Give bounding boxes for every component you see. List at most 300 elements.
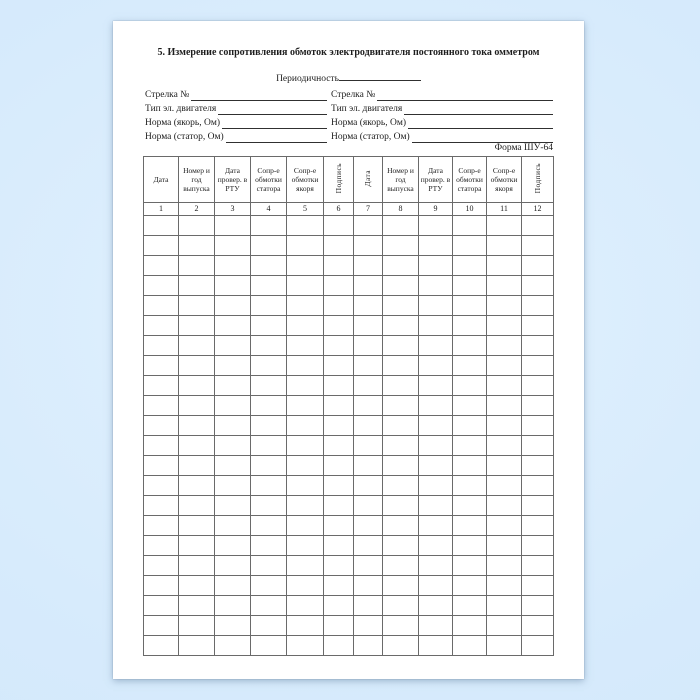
empty-cell xyxy=(522,256,554,276)
table-row xyxy=(144,516,554,536)
empty-cell xyxy=(383,276,419,296)
empty-cell xyxy=(324,496,354,516)
empty-cell xyxy=(144,396,179,416)
column-number: 1 xyxy=(144,203,179,216)
vertical-header-text: Дата xyxy=(363,170,373,187)
empty-cell xyxy=(287,596,324,616)
table-row xyxy=(144,596,554,616)
empty-cell xyxy=(419,496,453,516)
empty-cell xyxy=(251,476,287,496)
empty-cell xyxy=(419,616,453,636)
empty-cell xyxy=(354,296,383,316)
empty-cell xyxy=(251,616,287,636)
empty-cell xyxy=(354,276,383,296)
empty-cell xyxy=(179,556,215,576)
field-left-0 xyxy=(145,89,327,101)
field-blank xyxy=(218,103,327,115)
empty-cell xyxy=(419,596,453,616)
empty-cell xyxy=(487,236,522,256)
table-row xyxy=(144,536,554,556)
empty-cell xyxy=(215,516,251,536)
column-header xyxy=(354,157,383,203)
form-code-row xyxy=(143,143,553,155)
empty-cell xyxy=(419,356,453,376)
empty-cell xyxy=(487,316,522,336)
empty-cell xyxy=(453,316,487,336)
empty-cell xyxy=(383,616,419,636)
empty-cell xyxy=(144,636,179,656)
empty-cell xyxy=(522,616,554,636)
empty-cell xyxy=(251,336,287,356)
empty-cell xyxy=(383,596,419,616)
field-right-3 xyxy=(331,131,553,143)
field-label: Норма (якорь, Ом) xyxy=(331,118,407,128)
empty-cell xyxy=(453,236,487,256)
table-row xyxy=(144,476,554,496)
column-number: 5 xyxy=(287,203,324,216)
periodicity-blank xyxy=(339,70,421,81)
empty-cell xyxy=(215,456,251,476)
field-blank xyxy=(377,89,553,101)
field-row xyxy=(145,101,553,115)
empty-cell xyxy=(179,616,215,636)
empty-cell xyxy=(522,396,554,416)
empty-cell xyxy=(324,376,354,396)
table-row xyxy=(144,576,554,596)
empty-cell xyxy=(354,636,383,656)
empty-cell xyxy=(324,356,354,376)
column-header: Дата провер. в РТУ xyxy=(215,157,251,203)
empty-cell xyxy=(354,416,383,436)
field-label: Тип эл. двигателя xyxy=(331,104,403,114)
empty-cell xyxy=(354,536,383,556)
empty-cell xyxy=(144,336,179,356)
empty-cell xyxy=(419,556,453,576)
empty-cell xyxy=(354,256,383,276)
empty-cell xyxy=(383,436,419,456)
field-label: Норма (якорь, Ом) xyxy=(145,118,221,128)
empty-cell xyxy=(287,636,324,656)
empty-cell xyxy=(179,456,215,476)
empty-cell xyxy=(487,276,522,296)
table-row xyxy=(144,556,554,576)
empty-cell xyxy=(179,336,215,356)
column-header: Номер и год выпуска xyxy=(179,157,215,203)
empty-cell xyxy=(453,216,487,236)
empty-cell xyxy=(354,496,383,516)
empty-cell xyxy=(487,496,522,516)
table-row xyxy=(144,276,554,296)
empty-cell xyxy=(453,496,487,516)
column-header: Сопр-е обмотки якоря xyxy=(287,157,324,203)
empty-cell xyxy=(144,476,179,496)
column-header: Сопр-е обмотки якоря xyxy=(487,157,522,203)
table-row xyxy=(144,396,554,416)
empty-cell xyxy=(215,636,251,656)
empty-cell xyxy=(383,396,419,416)
field-blank xyxy=(222,117,327,129)
field-right-2 xyxy=(331,117,553,129)
empty-cell xyxy=(144,356,179,376)
empty-cell xyxy=(215,256,251,276)
column-number: 10 xyxy=(453,203,487,216)
empty-cell xyxy=(144,216,179,236)
empty-cell xyxy=(419,376,453,396)
empty-cell xyxy=(487,536,522,556)
empty-cell xyxy=(453,536,487,556)
page-title: 5. Измерение сопротивления обмоток электродвигателя постоянного тока омметром xyxy=(157,47,540,58)
empty-cell xyxy=(354,516,383,536)
empty-cell xyxy=(522,436,554,456)
empty-cell xyxy=(487,376,522,396)
empty-cell xyxy=(144,316,179,336)
empty-cell xyxy=(354,576,383,596)
empty-cell xyxy=(453,296,487,316)
empty-cell xyxy=(287,236,324,256)
empty-cell xyxy=(383,216,419,236)
empty-cell xyxy=(287,576,324,596)
empty-cell xyxy=(419,436,453,456)
empty-cell xyxy=(215,596,251,616)
empty-cell xyxy=(522,216,554,236)
empty-cell xyxy=(324,436,354,456)
empty-cell xyxy=(383,516,419,536)
empty-cell xyxy=(287,616,324,636)
empty-cell xyxy=(383,416,419,436)
empty-cell xyxy=(419,576,453,596)
empty-cell xyxy=(453,436,487,456)
table-row xyxy=(144,256,554,276)
empty-cell xyxy=(324,336,354,356)
empty-cell xyxy=(144,416,179,436)
empty-cell xyxy=(287,376,324,396)
column-number: 6 xyxy=(324,203,354,216)
empty-cell xyxy=(287,496,324,516)
empty-cell xyxy=(419,396,453,416)
empty-cell xyxy=(453,636,487,656)
empty-cell xyxy=(383,576,419,596)
empty-cell xyxy=(453,576,487,596)
empty-cell xyxy=(144,556,179,576)
empty-cell xyxy=(487,476,522,496)
column-number: 8 xyxy=(383,203,419,216)
empty-cell xyxy=(215,416,251,436)
empty-cell xyxy=(251,496,287,516)
empty-cell xyxy=(144,596,179,616)
empty-cell xyxy=(215,336,251,356)
empty-cell xyxy=(383,296,419,316)
field-right-0 xyxy=(331,89,553,101)
empty-cell xyxy=(522,376,554,396)
table-row xyxy=(144,336,554,356)
empty-cell xyxy=(522,276,554,296)
empty-cell xyxy=(179,536,215,556)
empty-cell xyxy=(487,636,522,656)
column-number: 2 xyxy=(179,203,215,216)
empty-cell xyxy=(179,396,215,416)
empty-cell xyxy=(522,456,554,476)
empty-cell xyxy=(419,316,453,336)
empty-cell xyxy=(324,276,354,296)
empty-cell xyxy=(453,416,487,436)
empty-cell xyxy=(287,476,324,496)
column-header xyxy=(324,157,354,203)
empty-cell xyxy=(287,456,324,476)
empty-cell xyxy=(287,336,324,356)
empty-cell xyxy=(251,296,287,316)
empty-cell xyxy=(144,616,179,636)
empty-cell xyxy=(522,416,554,436)
field-left-3 xyxy=(145,131,327,143)
empty-cell xyxy=(354,236,383,256)
empty-cell xyxy=(324,216,354,236)
empty-cell xyxy=(419,516,453,536)
table-row xyxy=(144,296,554,316)
empty-cell xyxy=(487,216,522,236)
empty-cell xyxy=(354,396,383,416)
empty-cell xyxy=(251,596,287,616)
periodicity-label: Периодичность xyxy=(276,74,339,84)
field-label: Стрелка № xyxy=(331,90,376,100)
field-label: Стрелка № xyxy=(145,90,190,100)
column-number: 11 xyxy=(487,203,522,216)
empty-cell xyxy=(419,296,453,316)
empty-cell xyxy=(215,576,251,596)
empty-cell xyxy=(251,416,287,436)
empty-cell xyxy=(215,396,251,416)
empty-cell xyxy=(487,416,522,436)
empty-cell xyxy=(453,456,487,476)
empty-cell xyxy=(419,536,453,556)
empty-cell xyxy=(453,256,487,276)
empty-cell xyxy=(179,636,215,656)
column-number: 9 xyxy=(419,203,453,216)
empty-cell xyxy=(251,456,287,476)
table-row xyxy=(144,216,554,236)
empty-cell xyxy=(251,396,287,416)
empty-cell xyxy=(215,376,251,396)
table-row xyxy=(144,616,554,636)
table-row xyxy=(144,496,554,516)
vertical-header-text: Подпись xyxy=(333,163,343,194)
empty-cell xyxy=(215,276,251,296)
empty-cell xyxy=(453,356,487,376)
empty-cell xyxy=(522,316,554,336)
empty-cell xyxy=(419,236,453,256)
empty-cell xyxy=(324,516,354,536)
table-row xyxy=(144,416,554,436)
empty-cell xyxy=(215,316,251,336)
empty-cell xyxy=(383,536,419,556)
empty-cell xyxy=(383,316,419,336)
field-left-2 xyxy=(145,117,327,129)
empty-cell xyxy=(287,256,324,276)
empty-cell xyxy=(324,576,354,596)
empty-cell xyxy=(324,616,354,636)
empty-cell xyxy=(522,356,554,376)
table-header-row xyxy=(144,157,554,203)
empty-cell xyxy=(251,316,287,336)
empty-cell xyxy=(324,416,354,436)
empty-cell xyxy=(354,456,383,476)
empty-cell xyxy=(287,396,324,416)
empty-cell xyxy=(251,256,287,276)
empty-cell xyxy=(287,416,324,436)
empty-cell xyxy=(179,356,215,376)
empty-cell xyxy=(324,636,354,656)
empty-cell xyxy=(487,576,522,596)
empty-cell xyxy=(383,476,419,496)
field-label: Норма (статор, Ом) xyxy=(331,132,410,142)
empty-cell xyxy=(383,456,419,476)
field-blank xyxy=(191,89,327,101)
column-header: Номер и год выпуска xyxy=(383,157,419,203)
form-code-label: Форма ШУ-64 xyxy=(494,143,553,153)
empty-cell xyxy=(522,236,554,256)
empty-cell xyxy=(251,516,287,536)
empty-cell xyxy=(383,336,419,356)
empty-cell xyxy=(487,616,522,636)
empty-cell xyxy=(522,516,554,536)
table-row xyxy=(144,456,554,476)
table-row xyxy=(144,636,554,656)
empty-cell xyxy=(179,436,215,456)
empty-cell xyxy=(419,636,453,656)
field-left-1 xyxy=(145,103,327,115)
empty-cell xyxy=(522,496,554,516)
empty-cell xyxy=(354,216,383,236)
empty-cell xyxy=(522,296,554,316)
empty-cell xyxy=(144,276,179,296)
empty-cell xyxy=(522,556,554,576)
vertical-header-text: Подпись xyxy=(532,163,542,194)
column-header: Сопр-е обмотки статора xyxy=(251,157,287,203)
fields-block xyxy=(145,87,553,143)
empty-cell xyxy=(287,516,324,536)
empty-cell xyxy=(287,436,324,456)
empty-cell xyxy=(179,496,215,516)
empty-cell xyxy=(453,616,487,636)
empty-cell xyxy=(354,476,383,496)
empty-cell xyxy=(144,536,179,556)
empty-cell xyxy=(453,516,487,536)
empty-cell xyxy=(251,536,287,556)
column-header: Сопр-е обмотки статора xyxy=(453,157,487,203)
empty-cell xyxy=(287,356,324,376)
empty-cell xyxy=(144,256,179,276)
column-number: 12 xyxy=(522,203,554,216)
empty-cell xyxy=(179,596,215,616)
empty-cell xyxy=(215,616,251,636)
table-row xyxy=(144,316,554,336)
empty-cell xyxy=(324,296,354,316)
field-blank xyxy=(404,103,553,115)
empty-cell xyxy=(487,436,522,456)
empty-cell xyxy=(419,456,453,476)
empty-cell xyxy=(419,336,453,356)
table-row xyxy=(144,236,554,256)
empty-cell xyxy=(324,556,354,576)
measurement-table xyxy=(143,156,554,656)
empty-cell xyxy=(215,496,251,516)
field-label: Тип эл. двигателя xyxy=(145,104,217,114)
field-right-1 xyxy=(331,103,553,115)
empty-cell xyxy=(354,356,383,376)
empty-cell xyxy=(383,356,419,376)
empty-cell xyxy=(179,416,215,436)
table-row xyxy=(144,356,554,376)
field-blank xyxy=(226,131,327,143)
empty-cell xyxy=(419,476,453,496)
empty-cell xyxy=(453,336,487,356)
empty-cell xyxy=(383,496,419,516)
empty-cell xyxy=(453,396,487,416)
document-page xyxy=(113,21,584,679)
column-number: 7 xyxy=(354,203,383,216)
empty-cell xyxy=(251,216,287,236)
empty-cell xyxy=(144,576,179,596)
empty-cell xyxy=(215,296,251,316)
empty-cell xyxy=(354,336,383,356)
empty-cell xyxy=(383,636,419,656)
empty-cell xyxy=(487,356,522,376)
column-number: 4 xyxy=(251,203,287,216)
empty-cell xyxy=(324,256,354,276)
empty-cell xyxy=(522,636,554,656)
empty-cell xyxy=(354,596,383,616)
empty-cell xyxy=(215,436,251,456)
empty-cell xyxy=(487,256,522,276)
empty-cell xyxy=(522,476,554,496)
empty-cell xyxy=(215,216,251,236)
empty-cell xyxy=(324,596,354,616)
empty-cell xyxy=(215,476,251,496)
empty-cell xyxy=(487,336,522,356)
empty-cell xyxy=(179,256,215,276)
empty-cell xyxy=(383,256,419,276)
empty-cell xyxy=(419,276,453,296)
empty-cell xyxy=(179,516,215,536)
empty-cell xyxy=(179,576,215,596)
empty-cell xyxy=(179,216,215,236)
empty-cell xyxy=(287,556,324,576)
empty-cell xyxy=(487,456,522,476)
empty-cell xyxy=(419,416,453,436)
empty-cell xyxy=(354,316,383,336)
empty-cell xyxy=(144,376,179,396)
empty-cell xyxy=(251,356,287,376)
empty-cell xyxy=(324,236,354,256)
empty-cell xyxy=(179,296,215,316)
empty-cell xyxy=(144,456,179,476)
empty-cell xyxy=(144,436,179,456)
empty-cell xyxy=(453,556,487,576)
field-row xyxy=(145,115,553,129)
empty-cell xyxy=(144,516,179,536)
empty-cell xyxy=(251,576,287,596)
column-header: Дата провер. в РТУ xyxy=(419,157,453,203)
empty-cell xyxy=(251,236,287,256)
empty-cell xyxy=(144,296,179,316)
empty-cell xyxy=(144,496,179,516)
empty-cell xyxy=(383,236,419,256)
field-label: Норма (статор, Ом) xyxy=(145,132,224,142)
empty-cell xyxy=(522,336,554,356)
field-blank xyxy=(408,117,553,129)
empty-cell xyxy=(487,596,522,616)
empty-cell xyxy=(487,556,522,576)
empty-cell xyxy=(383,376,419,396)
